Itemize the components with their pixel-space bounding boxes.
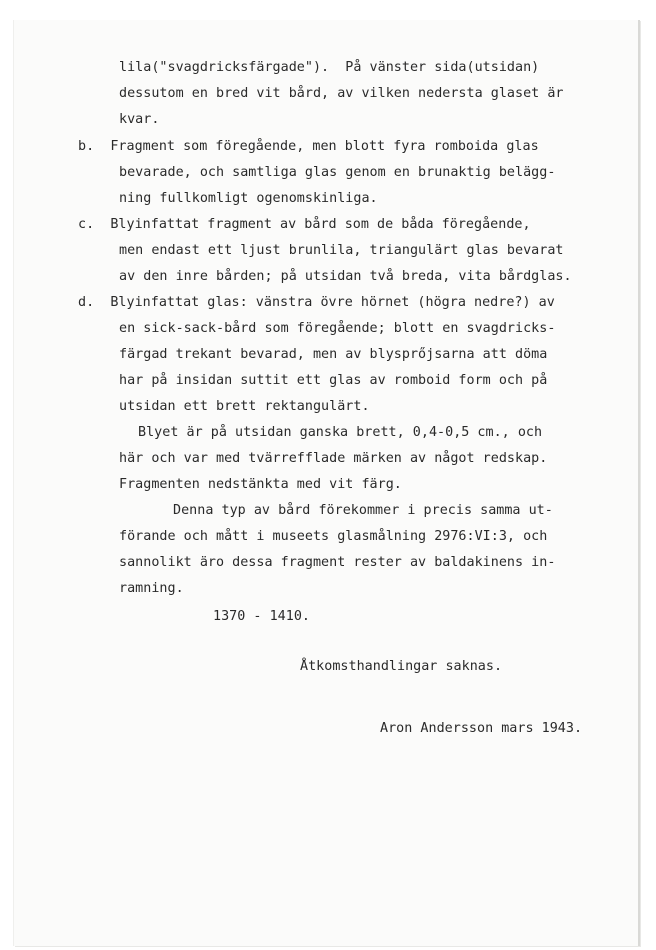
- text-line: men endast ett ljust brunlila, triangulärt glas bevarat: [119, 243, 564, 258]
- text-line: Fragmenten nedstänkta med vit färg.: [119, 477, 402, 492]
- text-line: b. Fragment som föregående, men blott fyra romboida glas: [78, 139, 539, 154]
- text-line: förande och mått i museets glasmålning 2976:VI:3, och: [119, 529, 548, 544]
- document-page: [14, 20, 640, 946]
- text-line: Blyet är på utsidan ganska brett, 0,4-0,5 cm., och: [138, 425, 543, 440]
- text-line: c. Blyinfattat fragment av bård som de båda föregående,: [78, 217, 531, 232]
- text-line: en sick-sack-bård som föregående; blott en svagdricks-: [119, 321, 556, 336]
- text-line: ramning.: [119, 581, 184, 596]
- text-line: kvar.: [119, 112, 160, 127]
- text-line: färgad trekant bevarad, men av blysprőjsarna att döma: [119, 347, 548, 362]
- text-line: Denna typ av bård förekommer i precis samma ut-: [173, 503, 553, 518]
- text-line: Aron Andersson mars 1943.: [380, 721, 583, 736]
- text-line: lila("svagdricksfärgade"). På vänster sida(utsidan): [119, 60, 540, 75]
- text-line: dessutom en bred vit bård, av vilken nedersta glaset är: [119, 86, 564, 101]
- text-line: av den inre bården; på utsidan två breda, vita bårdglas.: [119, 269, 572, 284]
- text-line: sannolikt äro dessa fragment rester av baldakinens in-: [119, 555, 556, 570]
- text-line: ning fullkomligt ogenomskinliga.: [119, 191, 378, 206]
- text-line: har på insidan suttit ett glas av romboid form och på: [119, 373, 548, 388]
- text-line: 1370 - 1410.: [213, 609, 310, 624]
- text-line: här och var med tvärrefflade märken av något redskap.: [119, 451, 548, 466]
- text-line: Åtkomsthandlingar saknas.: [300, 659, 503, 674]
- text-line: utsidan ett brett rektangulärt.: [119, 399, 370, 414]
- text-line: bevarade, och samtliga glas genom en brunaktig belägg-: [119, 165, 556, 180]
- text-line: d. Blyinfattat glas: vänstra övre hörnet (högra nedre?) av: [78, 295, 555, 310]
